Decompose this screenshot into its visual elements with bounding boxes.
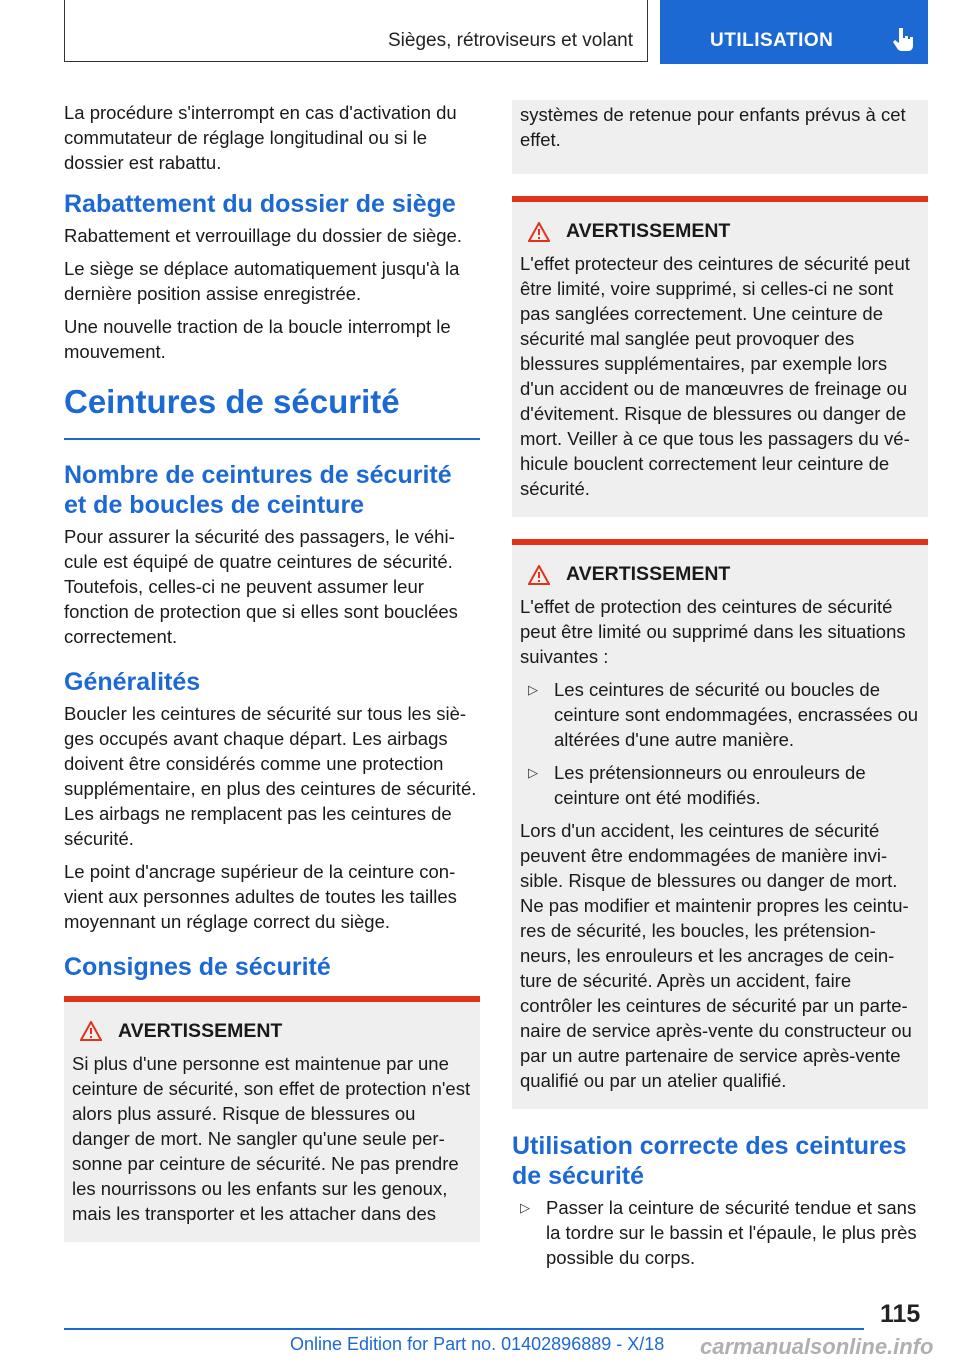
list-item <box>520 677 920 752</box>
list-item <box>520 760 920 810</box>
paragraph: Pour assurer la sécurité des passagers, le véhicule est équipé de quatre ceintures de sécurité. Toutefois, celles-ci ne peuvent assumer leur fonction de protection que si elles sont bouclées correctement. <box>64 525 458 647</box>
warning-list <box>520 677 920 810</box>
watermark: carmanualsonline.info <box>700 1334 934 1359</box>
warning-intro: L'effet de protection des ceintures de sécurité peut être limité ou supprimé dans les situations suivantes : <box>520 596 906 667</box>
paragraph: Rabattement et verrouillage du dossier de siège. <box>64 225 462 246</box>
left-column <box>64 100 480 1242</box>
heading-consignes: Consignes de sécurité <box>64 952 331 981</box>
heading-utilisation: Utilisation correcte des ceintures de sécurité <box>512 1132 907 1190</box>
warning-title: AVERTISSEMENT <box>566 563 731 585</box>
hand-pointer-icon <box>890 26 916 52</box>
instruction-list <box>512 1195 928 1270</box>
heading-rabattement: Rabattement du dossier de siège <box>64 190 456 218</box>
footer-edition: Online Edition for Part no. 01402896889 - X/18 <box>290 1334 665 1354</box>
paragraph: Le point d'ancrage supérieur de la ceinture convient aux personnes adultes de toutes les tailles moyennant un réglage correct du siège. <box>64 860 457 932</box>
warning-box <box>512 196 928 517</box>
chapter-tab[interactable] <box>660 0 928 64</box>
paragraph: Boucler les ceintures de sécurité sur tous les sièges occupés avant chaque départ. Les airbags doivent être considérés comme une protection supplémentaire, en plus des ceintures de sécurité. Les airbags ne remplacent pas les ceintures de sécurité. <box>64 702 477 849</box>
chapter-tab-label: UTILISATION <box>710 30 834 51</box>
warning-text: systèmes de retenue pour enfants prévus à cet effet. <box>520 104 906 150</box>
chapter-rule <box>64 438 480 440</box>
warning-text: Si plus d'une personne est maintenue par une ceinture de sécurité, son effet de protection n'est alors plus assuré. Risque de blessures ou danger de mort. Ne sangler qu'une seule personne par ceinture de sécurité. Ne pas prendre les nourrissons ou les enfants sur les genoux, mais les transporter et les attacher dans des <box>72 1052 471 1224</box>
warning-triangle-icon <box>80 1021 102 1041</box>
list-item-text: Les ceintures de sécurité ou boucles de ceinture sont endommagées, encrassées ou altérées d'une autre manière. <box>554 679 919 750</box>
warning-title-row <box>528 220 920 243</box>
section-title: Sièges, rétroviseurs et volant <box>387 30 633 51</box>
paragraph: Une nouvelle traction de la boucle interrompt le mouvement. <box>64 316 451 362</box>
warning-text: L'effet protecteur des ceintures de sécurité peut être limité, voire supprimé, si celles-ci ne sont pas sanglées correctement. Une ceinture de sécurité mal sanglée peut provoquer des blessures supplémentaires, par exemple lors d'un accident ou de manœuvres de freinage ou d'évitement. Risque de blessures ou danger de mort. Veiller à ce que tous les passagers du véhicule bouclent correctement leur ceinture de sécurité. <box>520 253 910 499</box>
triangle-bullet-icon: ▷ <box>528 682 538 697</box>
chapter-title: Ceintures de sécurité <box>64 383 400 420</box>
right-column <box>512 100 928 1278</box>
warning-text: Lors d'un accident, les ceintures de sécurité peuvent être endommagées de manière invisible. Risque de blessures ou danger de mort. Ne pas modifier et maintenir propres les ceintures de sécurité, les boucles, les prétensionneurs, les enrouleurs et les ancrages de ceinture de sécurité. Après un accident, faire contrôler les ceintures de sécurité par un partenaire de service après-vente du constructeur ou par un autre partenaire de service après-vente qualifié ou par un atelier qualifié. <box>520 820 912 1091</box>
page-number: 115 <box>880 1300 921 1328</box>
warning-title-row <box>528 563 920 586</box>
warning-title: AVERTISSEMENT <box>118 1019 283 1042</box>
list-item <box>512 1195 928 1270</box>
heading-generalites: Généralités <box>64 667 201 696</box>
footer-rule <box>64 1328 864 1330</box>
list-item-text: Passer la ceinture de sécurité tendue et sans la tordre sur le bassin et l'épaule, le plus près possible du corps. <box>546 1197 917 1268</box>
warning-box <box>512 539 928 1109</box>
paragraph: La procédure s'interrompt en cas d'activation du commutateur de réglage longitudinal ou si le dossier est rabattu. <box>64 102 457 173</box>
list-item-text: Les prétensionneurs ou enrouleurs de ceinture ont été modifiés. <box>554 762 866 808</box>
warning-title-row <box>80 1020 472 1043</box>
triangle-bullet-icon: ▷ <box>520 1200 530 1215</box>
section-title-box <box>64 0 648 62</box>
page-header <box>64 0 928 64</box>
warning-triangle-icon <box>528 222 550 242</box>
triangle-bullet-icon: ▷ <box>528 765 538 780</box>
warning-box-continued <box>512 100 928 174</box>
warning-title: AVERTISSEMENT <box>566 220 731 242</box>
warning-box <box>64 996 480 1242</box>
paragraph: Le siège se déplace automatiquement jusqu'à la dernière position assise enregistrée. <box>64 258 460 304</box>
heading-nombre: Nombre de ceintures de sécurité et de boucles de ceinture <box>64 460 452 519</box>
warning-triangle-icon <box>528 565 550 585</box>
